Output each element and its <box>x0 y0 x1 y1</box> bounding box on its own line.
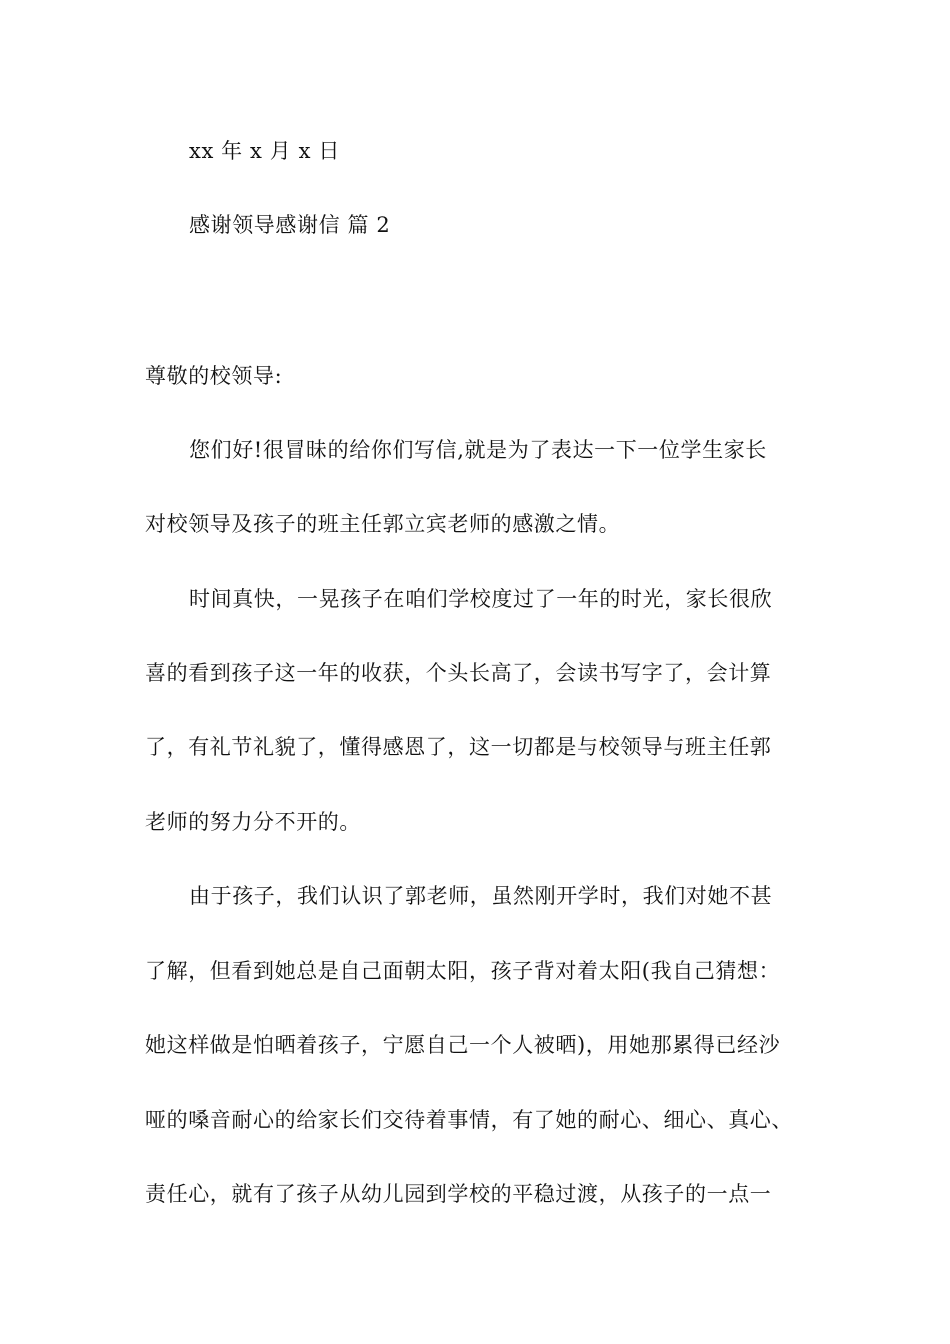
paragraph-line: 了解，但看到她总是自己面朝太阳，孩子背对着太阳(我自己猜想： <box>145 959 781 983</box>
paragraph-line: 责任心，就有了孩子从幼儿园到学校的平稳过渡，从孩子的一点一 <box>145 1182 772 1206</box>
paragraph-line: 您们好!很冒昧的给你们写信,就是为了表达一下一位学生家长 <box>189 438 767 462</box>
letter-salutation: 尊敬的校领导: <box>145 364 283 388</box>
paragraph-line: 老师的努力分不开的。 <box>145 810 361 834</box>
paragraph-line: 喜的看到孩子这一年的收获，个头长高了，会读书写字了，会计算 <box>145 661 772 685</box>
paragraph-line: 她这样做是怕晒着孩子，宁愿自己一个人被晒)，用她那累得已经沙 <box>145 1033 781 1057</box>
paragraph-line: 哑的嗓音耐心的给家长们交待着事情，有了她的耐心、细心、真心、 <box>145 1108 793 1132</box>
paragraph-line: 时间真快，一晃孩子在咱们学校度过了一年的时光，家长很欣 <box>189 587 773 611</box>
paragraph-line: 了，有礼节礼貌了，懂得感恩了，这一切都是与校领导与班主任郭 <box>145 735 772 759</box>
letter-date: xx 年 x 月 x 日 <box>189 139 340 163</box>
paragraph-line: 由于孩子，我们认识了郭老师，虽然刚开学时，我们对她不甚 <box>189 884 773 908</box>
paragraph-line: 对校领导及孩子的班主任郭立宾老师的感激之情。 <box>145 512 621 536</box>
letter-heading: 感谢领导感谢信 篇 2 <box>189 213 391 237</box>
